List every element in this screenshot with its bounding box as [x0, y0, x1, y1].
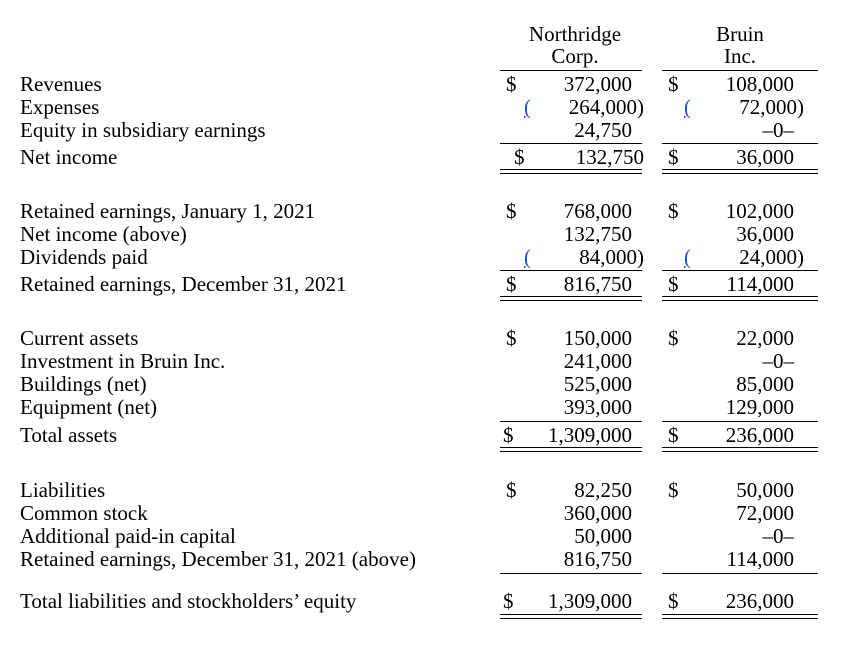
n-net-income: 132,750 — [575, 145, 644, 169]
total-double-rule — [662, 447, 818, 452]
b-apic: –0– — [762, 524, 794, 548]
open-paren: ( — [684, 95, 691, 119]
b-re-dec: 114,000 — [726, 272, 794, 296]
n-liabilities: 82,250 — [574, 478, 632, 502]
b-liabilities: 50,000 — [736, 478, 794, 502]
b-expenses: 72,000) — [739, 95, 804, 119]
dollar-sign: $ — [503, 589, 514, 613]
subtotal-rule — [662, 270, 818, 271]
label-expenses: Expenses — [20, 95, 100, 119]
total-double-rule — [500, 614, 642, 619]
n-common-stock: 360,000 — [563, 501, 632, 525]
header-bruin: Bruin — [716, 22, 764, 46]
dollar-sign: $ — [506, 478, 517, 502]
dollar-sign: $ — [506, 272, 517, 296]
subtotal-rule — [500, 421, 642, 422]
b-re-above: 114,000 — [726, 547, 794, 571]
b-re-jan: 102,000 — [725, 199, 794, 223]
n-revenues: 372,000 — [563, 72, 632, 96]
b-buildings: 85,000 — [736, 372, 794, 396]
total-double-rule — [662, 614, 818, 619]
b-total-liab-equity: 236,000 — [725, 589, 794, 613]
n-total-assets: 1,309,000 — [548, 423, 632, 447]
b-equipment: 129,000 — [725, 395, 794, 419]
dollar-sign: $ — [668, 589, 679, 613]
total-double-rule — [500, 169, 642, 174]
dollar-sign: $ — [514, 145, 525, 169]
label-investment: Investment in Bruin Inc. — [20, 349, 226, 373]
n-re-net-income: 132,750 — [563, 222, 632, 246]
b-total-assets: 236,000 — [725, 423, 794, 447]
total-double-rule — [662, 169, 818, 174]
label-equity-earnings: Equity in subsidiary earnings — [20, 118, 266, 142]
label-re-net-income: Net income (above) — [20, 222, 187, 246]
label-dividends: Dividends paid — [20, 245, 148, 269]
dollar-sign: $ — [668, 326, 679, 350]
n-re-above: 816,750 — [563, 547, 632, 571]
subtotal-rule — [500, 573, 642, 574]
subtotal-rule — [500, 143, 642, 144]
n-buildings: 525,000 — [563, 372, 632, 396]
dollar-sign: $ — [503, 423, 514, 447]
label-total-liab-equity: Total liabilities and stockholders’ equity — [20, 589, 357, 613]
b-dividends: 24,000) — [739, 245, 804, 269]
b-common-stock: 72,000 — [736, 501, 794, 525]
label-common-stock: Common stock — [20, 501, 148, 525]
b-equity-earnings: –0– — [762, 118, 794, 142]
label-buildings: Buildings (net) — [20, 372, 147, 396]
label-re-above: Retained earnings, December 31, 2021 (above) — [20, 547, 416, 571]
n-re-dec: 816,750 — [563, 272, 632, 296]
n-total-liab-equity: 1,309,000 — [548, 589, 632, 613]
label-net-income: Net income — [20, 145, 118, 169]
dollar-sign: $ — [668, 478, 679, 502]
header-rule-bruin — [662, 70, 818, 71]
header-inc: Inc. — [723, 44, 757, 68]
b-current-assets: 22,000 — [736, 326, 794, 350]
b-net-income: 36,000 — [736, 145, 794, 169]
dollar-sign: $ — [506, 199, 517, 223]
label-re-dec: Retained earnings, December 31, 2021 — [20, 272, 347, 296]
b-re-net-income: 36,000 — [736, 222, 794, 246]
header-rule-northridge — [500, 70, 642, 71]
dollar-sign: $ — [668, 72, 679, 96]
label-current-assets: Current assets — [20, 326, 139, 350]
n-investment: 241,000 — [563, 349, 632, 373]
dollar-sign: $ — [668, 145, 679, 169]
b-investment: –0– — [762, 349, 794, 373]
subtotal-rule — [662, 421, 818, 422]
subtotal-rule — [500, 270, 642, 271]
dollar-sign: $ — [668, 272, 679, 296]
label-equipment: Equipment (net) — [20, 395, 158, 419]
n-apic: 50,000 — [574, 524, 632, 548]
n-equipment: 393,000 — [563, 395, 632, 419]
subtotal-rule — [662, 143, 818, 144]
n-expenses: 264,000) — [568, 95, 644, 119]
header-northridge: Northridge — [528, 22, 622, 46]
dollar-sign: $ — [668, 199, 679, 223]
dollar-sign: $ — [506, 72, 517, 96]
header-corp: Corp. — [551, 44, 599, 68]
n-equity-earnings: 24,750 — [574, 118, 632, 142]
b-revenues: 108,000 — [725, 72, 794, 96]
open-paren: ( — [524, 95, 531, 119]
open-paren: ( — [524, 245, 531, 269]
open-paren: ( — [684, 245, 691, 269]
total-double-rule — [662, 296, 818, 301]
dollar-sign: $ — [668, 423, 679, 447]
label-liabilities: Liabilities — [20, 478, 106, 502]
label-apic: Additional paid-in capital — [20, 524, 236, 548]
label-re-jan: Retained earnings, January 1, 2021 — [20, 199, 316, 223]
total-double-rule — [500, 447, 642, 452]
n-current-assets: 150,000 — [563, 326, 632, 350]
subtotal-rule — [662, 573, 818, 574]
total-double-rule — [500, 296, 642, 301]
dollar-sign: $ — [506, 326, 517, 350]
n-dividends: 84,000) — [579, 245, 644, 269]
n-re-jan: 768,000 — [563, 199, 632, 223]
label-revenues: Revenues — [20, 72, 102, 96]
label-total-assets: Total assets — [20, 423, 118, 447]
